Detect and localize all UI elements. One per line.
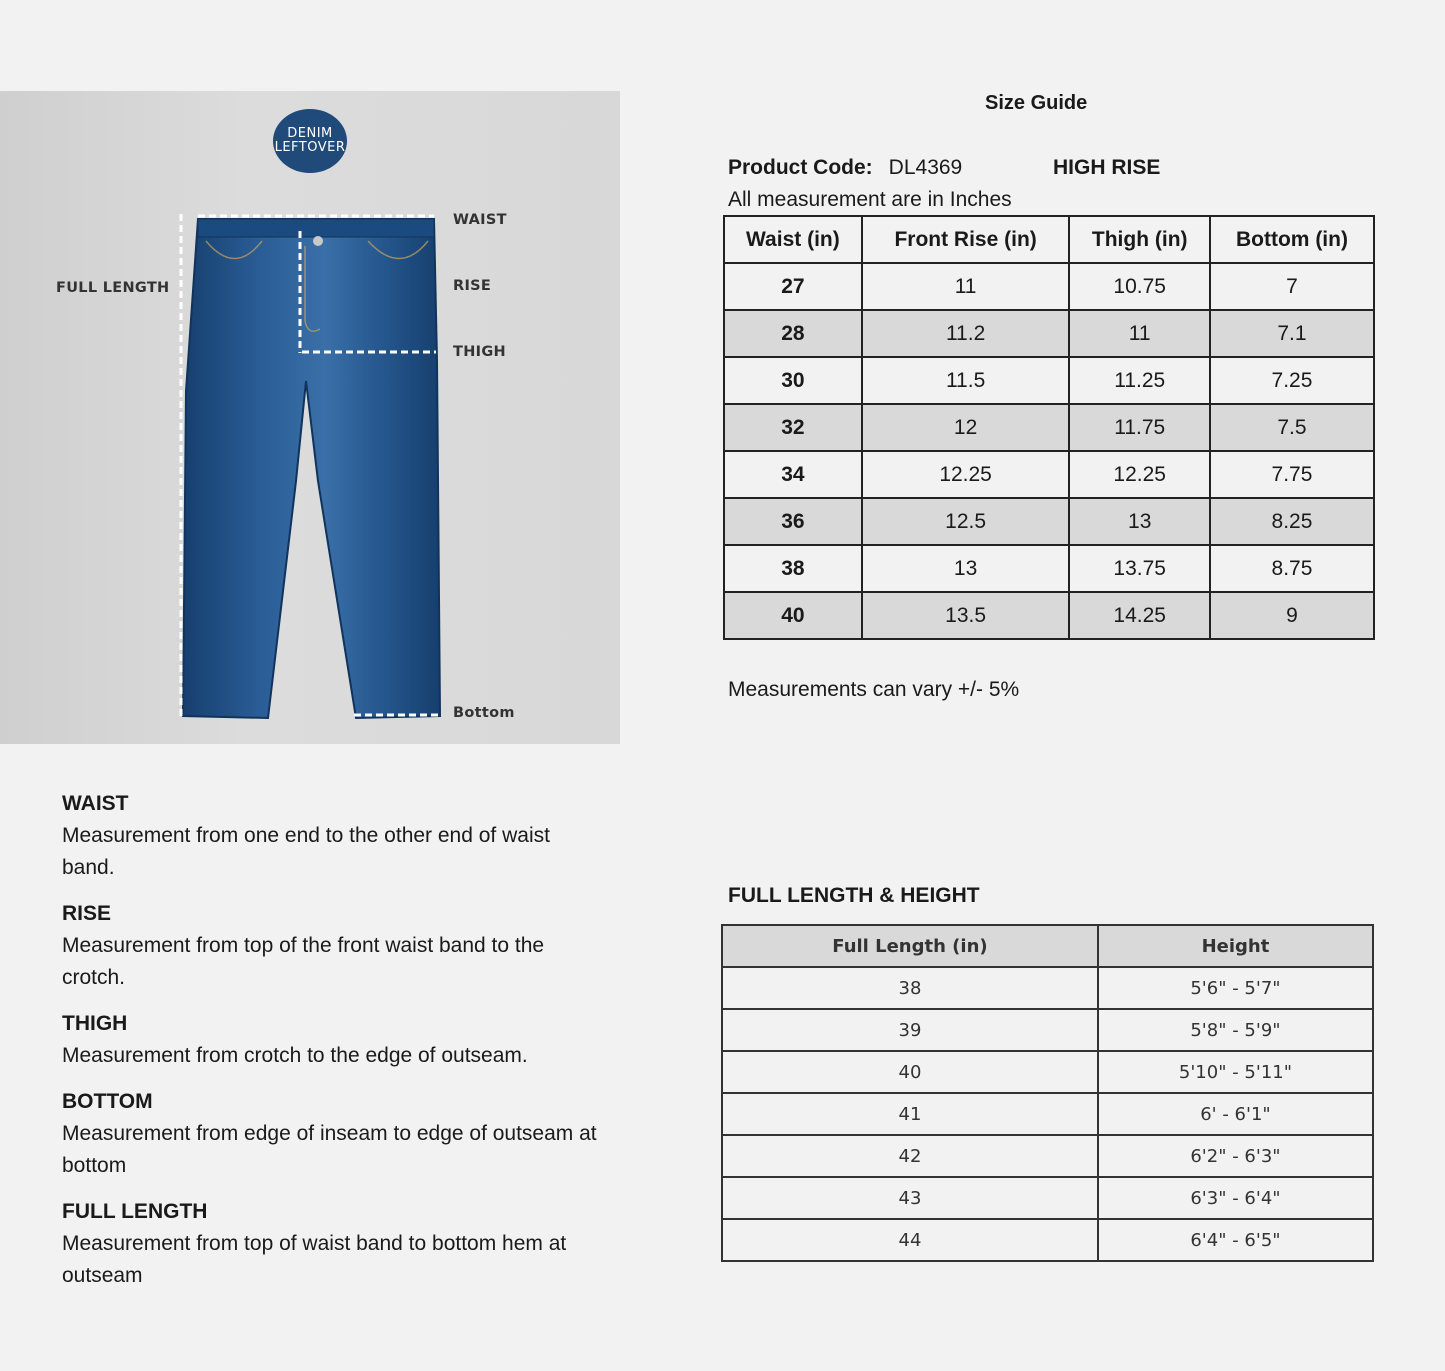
table-row xyxy=(722,1093,1373,1135)
definition-term: THIGH xyxy=(62,1012,128,1035)
table-cell: 30 xyxy=(724,357,862,404)
table-cell: 38 xyxy=(724,545,862,592)
length-height-table xyxy=(721,924,1374,1262)
table-cell: 7.75 xyxy=(1210,451,1374,498)
table-cell: 12.5 xyxy=(862,498,1070,545)
units-note: All measurement are in Inches xyxy=(728,188,1012,211)
table-cell: 14.25 xyxy=(1069,592,1210,639)
table-cell: 6'2" - 6'3" xyxy=(1098,1135,1373,1177)
size-table xyxy=(723,215,1375,640)
table-cell: 5'6" - 5'7" xyxy=(1098,967,1373,1009)
table-cell: 34 xyxy=(724,451,862,498)
table-cell: 5'10" - 5'11" xyxy=(1098,1051,1373,1093)
table-row xyxy=(724,357,1374,404)
table-cell: 27 xyxy=(724,263,862,310)
size-table-header: Bottom (in) xyxy=(1210,216,1374,263)
definition-text: Measurement from crotch to the edge of outseam. xyxy=(62,1044,528,1067)
logo-text-2: LEFTOVER xyxy=(274,140,346,155)
product-code: DL4369 xyxy=(888,156,963,179)
table-cell: 13 xyxy=(862,545,1070,592)
label-rise: RISE xyxy=(453,278,492,294)
definition-term: FULL LENGTH xyxy=(62,1200,208,1223)
table-cell: 6'4" - 6'5" xyxy=(1098,1219,1373,1261)
table-cell: 39 xyxy=(722,1009,1098,1051)
table-cell: 32 xyxy=(724,404,862,451)
table-cell: 12 xyxy=(862,404,1070,451)
button xyxy=(313,236,323,246)
table-row xyxy=(724,263,1374,310)
definition-term: WAIST xyxy=(62,792,129,815)
label-thigh: THIGH xyxy=(453,344,506,360)
table-cell: 7.25 xyxy=(1210,357,1374,404)
definition-term: BOTTOM xyxy=(62,1090,153,1113)
table-row xyxy=(722,1051,1373,1093)
table-row xyxy=(724,451,1374,498)
table-cell: 11.25 xyxy=(1069,357,1210,404)
table-cell: 7.5 xyxy=(1210,404,1374,451)
table-row xyxy=(722,1177,1373,1219)
jeans-illustration xyxy=(0,91,620,744)
length-table-header: Height xyxy=(1098,925,1373,967)
table-cell: 7.1 xyxy=(1210,310,1374,357)
product-code-label: Product Code: xyxy=(728,156,873,179)
table-row xyxy=(724,592,1374,639)
label-full-length: FULL LENGTH xyxy=(56,280,170,296)
table-row xyxy=(724,310,1374,357)
table-cell: 12.25 xyxy=(862,451,1070,498)
table-row xyxy=(724,498,1374,545)
table-cell: 36 xyxy=(724,498,862,545)
measurement-diagram xyxy=(0,91,620,744)
label-bottom: Bottom xyxy=(453,705,515,721)
table-cell: 28 xyxy=(724,310,862,357)
label-waist: WAIST xyxy=(453,212,507,228)
table-cell: 42 xyxy=(722,1135,1098,1177)
table-cell: 11.2 xyxy=(862,310,1070,357)
table-cell: 43 xyxy=(722,1177,1098,1219)
table-cell: 6'3" - 6'4" xyxy=(1098,1177,1373,1219)
definition-term: RISE xyxy=(62,902,112,925)
waistband xyxy=(198,219,434,237)
table-row xyxy=(724,545,1374,592)
size-table-header: Front Rise (in) xyxy=(862,216,1070,263)
product-code-line xyxy=(728,156,1161,180)
table-cell: 10.75 xyxy=(1069,263,1210,310)
table-cell: 13.75 xyxy=(1069,545,1210,592)
table-cell: 11 xyxy=(1069,310,1210,357)
table-cell: 11.5 xyxy=(862,357,1070,404)
table-cell: 12.25 xyxy=(1069,451,1210,498)
table-row xyxy=(722,1219,1373,1261)
rise-type: HIGH RISE xyxy=(1053,156,1161,179)
table-cell: 11 xyxy=(862,263,1070,310)
table-cell: 8.75 xyxy=(1210,545,1374,592)
length-table-title: FULL LENGTH & HEIGHT xyxy=(728,884,980,907)
logo-text-1: DENIM xyxy=(287,126,333,141)
size-table-header: Thigh (in) xyxy=(1069,216,1210,263)
table-cell: 40 xyxy=(724,592,862,639)
definition-text: Measurement from one end to the other end of waist band. xyxy=(62,824,550,879)
table-cell: 13 xyxy=(1069,498,1210,545)
table-cell: 41 xyxy=(722,1093,1098,1135)
table-row xyxy=(724,404,1374,451)
table-cell: 38 xyxy=(722,967,1098,1009)
jeans-shape xyxy=(183,219,440,718)
table-cell: 11.75 xyxy=(1069,404,1210,451)
definition-text: Measurement from edge of inseam to edge of outseam at bottom xyxy=(62,1122,597,1177)
variance-note: Measurements can vary +/- 5% xyxy=(728,678,1020,701)
length-table-header: Full Length (in) xyxy=(722,925,1098,967)
table-cell: 5'8" - 5'9" xyxy=(1098,1009,1373,1051)
table-cell: 44 xyxy=(722,1219,1098,1261)
table-cell: 40 xyxy=(722,1051,1098,1093)
definition-text: Measurement from top of the front waist band to the crotch. xyxy=(62,934,545,989)
table-cell: 6' - 6'1" xyxy=(1098,1093,1373,1135)
definitions-list xyxy=(62,788,602,1306)
table-cell: 7 xyxy=(1210,263,1374,310)
page-title: Size Guide xyxy=(985,92,1088,114)
table-row xyxy=(722,967,1373,1009)
table-cell: 8.25 xyxy=(1210,498,1374,545)
definition-text: Measurement from top of waist band to bottom hem at outseam xyxy=(62,1232,567,1287)
table-cell: 13.5 xyxy=(862,592,1070,639)
table-row xyxy=(722,1009,1373,1051)
table-row xyxy=(722,1135,1373,1177)
size-table-header: Waist (in) xyxy=(724,216,862,263)
table-cell: 9 xyxy=(1210,592,1374,639)
